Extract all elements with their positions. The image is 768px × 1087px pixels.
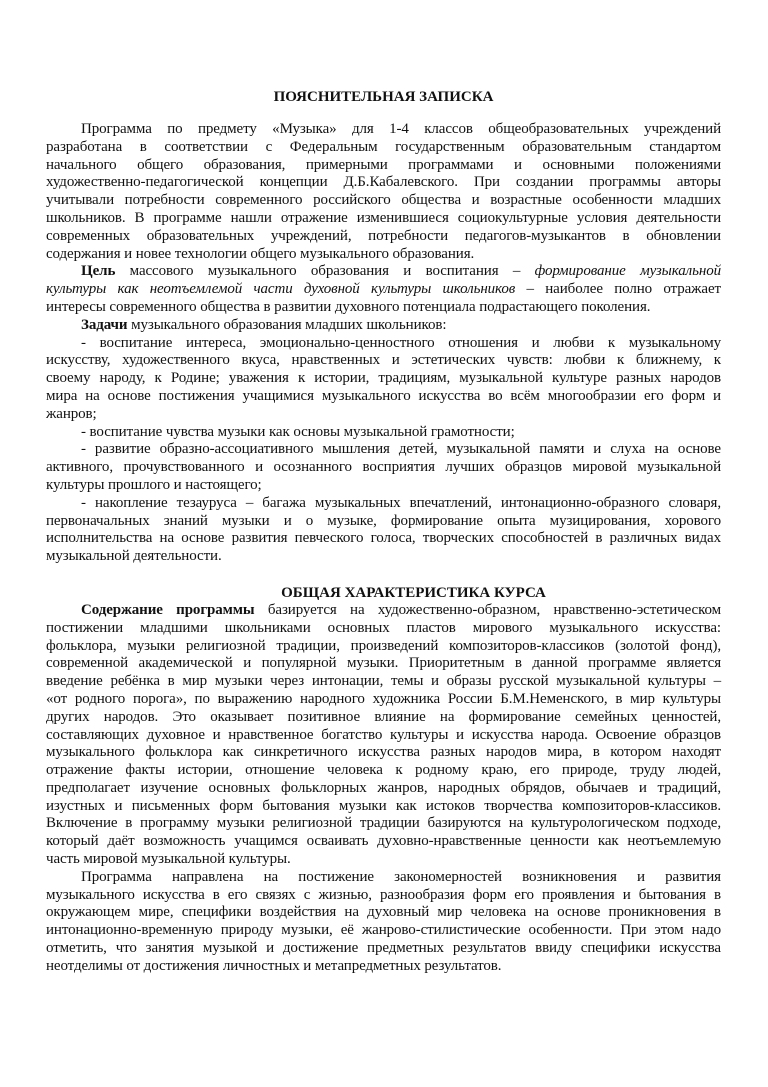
text-line: своему народу, к Родине; уважения к истории, традициям, музыкальной культуре разных народов <box>46 370 721 387</box>
text-line: современной академической и популярной музыки. Приоритетным в данной программе является <box>46 655 721 672</box>
italic-emphasis: культуры как неотъемлемой части духовной культуры школьников <box>46 281 516 298</box>
text-line: школьников. В программе нашли отражение изменившиеся социокультурные условия деятельности <box>46 209 721 226</box>
paragraph <box>46 495 721 566</box>
text-line: начального общего образования, примерными программами и основными положениями <box>46 156 721 173</box>
text-line: искусству, художественного вкуса, нравственных и эстетических чувств: любви к ближнему, к <box>46 352 721 369</box>
text-line: - развитие образно-ассоциативного мышления детей, музыкальной памяти и слуха на основе <box>81 441 721 458</box>
text-run: музыкального образования младших школьников: <box>127 316 447 333</box>
document-page <box>46 88 721 976</box>
text-line: художественно-педагогической концепции Д.Б.Кабалевского. При создании программы авторы <box>46 174 721 191</box>
paragraph <box>46 424 721 442</box>
text-line <box>46 602 721 620</box>
text-line: окружающем мире, специфики воздействия на духовный мир человека на основе проникновения в <box>46 904 721 921</box>
paragraph <box>46 335 721 424</box>
text-run: базируется на художественно-образном, нравственно-эстетическом <box>254 601 721 618</box>
text-line: музыкального фольклора как синкретичного искусства разных народов мира, в котором находят <box>46 744 721 761</box>
section-course-overview <box>46 584 721 976</box>
text-line: Программа направлена на постижение закономерностей возникновения и развития <box>81 868 721 885</box>
text-line: учитывали потребности современного российского общества и возрастные особенности младших <box>46 192 721 209</box>
text-run: массового музыкального образования и воспитания – <box>115 263 535 280</box>
text-line: активного, прочувствованного и осознанного восприятия лучших образцов мировой музыкальной <box>46 459 721 476</box>
text-line: Включение в программу музыки религиозной традиции базируются на культурологическом подходе, <box>46 815 721 832</box>
section-heading: ОБЩАЯ ХАРАКТЕРИСТИКА КУРСА <box>281 584 546 601</box>
text-line: культуры прошлого и настоящего; <box>46 476 262 493</box>
text-line: музыкальной деятельности. <box>46 548 222 565</box>
text-line: отметить, что занятия музыкой и достижение предметных результатов ввиду специфики искусства <box>46 940 721 957</box>
text-line: неотделимы от достижения личностных и метапредметных результатов. <box>46 957 502 974</box>
text-run: – наиболее полно отражает <box>515 281 721 298</box>
text-line <box>46 317 721 335</box>
text-line: предполагает изучение основных фольклорных жанров, народных обрядов, обычаев и традиций, <box>46 779 721 796</box>
text-line: интонационно-временную природу музыки, её жанрово-стилистические особенности. При этом надо <box>46 922 721 939</box>
text-line: часть мировой музыкальной культуры. <box>46 851 291 868</box>
paragraph <box>46 441 721 494</box>
text-line <box>46 281 721 299</box>
text-line: - накопление тезауруса – багажа музыкальных впечатлений, интонационно-образного словаря, <box>81 494 721 511</box>
text-line: составляющих духовное и нравственное богатство культуры и искусства народа. Освоение образцов <box>46 726 721 743</box>
section-explanatory-note <box>46 88 721 566</box>
text-line: других народов. Это оказывает позитивное влияние на формирование семейных ценностей, <box>46 708 721 725</box>
text-line: - воспитание интереса, эмоционально-ценностного отношения и любви к музыкальному <box>81 334 721 351</box>
italic-emphasis: формирование музыкальной <box>534 263 721 280</box>
text-line: введение ребёнка в мир музыки через интонации, темы и образы русской музыкальной культуры – <box>46 673 721 690</box>
paragraph <box>46 602 721 869</box>
text-line: изустных и письменных форм бытования музыки как истоков творчества композиторов-классиков. <box>46 797 721 814</box>
text-line: мира на основе постижения учащимися музыкального искусства во всём многообразии его форм и <box>46 387 721 404</box>
bold-term: Задачи <box>81 316 128 333</box>
section-heading: ПОЯСНИТЕЛЬНАЯ ЗАПИСКА <box>273 89 494 105</box>
text-line: Программа по предмету «Музыка» для 1-4 классов общеобразовательных учреждений <box>81 121 721 137</box>
text-line: современных образовательных учреждений, потребности педагогов-музыкантов в обновлении <box>46 227 721 244</box>
paragraph <box>46 317 721 335</box>
bold-term: Цель <box>81 263 116 280</box>
paragraph <box>46 869 721 976</box>
text-line: фольклора, музыки религиозной традиции, произведений композиторов-классиков (золотой фонд), <box>46 637 721 654</box>
text-line: который даёт возможность учащимся осваивать духовно-нравственные ценности как неотъемлемую <box>46 833 721 850</box>
text-line: интересы современного общества в развитии духовного потенциала подрастающего поколения. <box>46 298 651 315</box>
text-line: разработана в соответствии с Федеральным государственным образовательным стандартом <box>46 138 721 155</box>
text-line: «от родного порога», по выражению народного художника России Б.М.Неменского, в мир культуры <box>46 690 721 707</box>
text-line: исполнительства на основе развития певческого голоса, творческих способностей в различных видах <box>46 530 721 547</box>
text-line: жанров; <box>46 405 97 422</box>
text-line: первоначальных знаний музыки и о музыке, формирование опыта музицирования, хорового <box>46 512 721 529</box>
text-line: содержания и новее технологии общего музыкального образования. <box>46 245 475 262</box>
bold-term: Содержание программы <box>81 601 255 618</box>
text-line: музыкального искусства в его связях с жизнью, разнообразия форм его проявления и бытования в <box>46 886 721 903</box>
text-line <box>46 263 721 281</box>
paragraph <box>46 121 721 263</box>
text-line: постижении младшими школьниками основных пластов мирового музыкального искусства: <box>46 619 721 636</box>
paragraph <box>46 263 721 316</box>
text-line: отражение факты истории, отношение человека к родному краю, его природе, труду людей, <box>46 762 721 779</box>
text-line: - воспитание чувства музыки как основы музыкальной грамотности; <box>81 423 515 440</box>
